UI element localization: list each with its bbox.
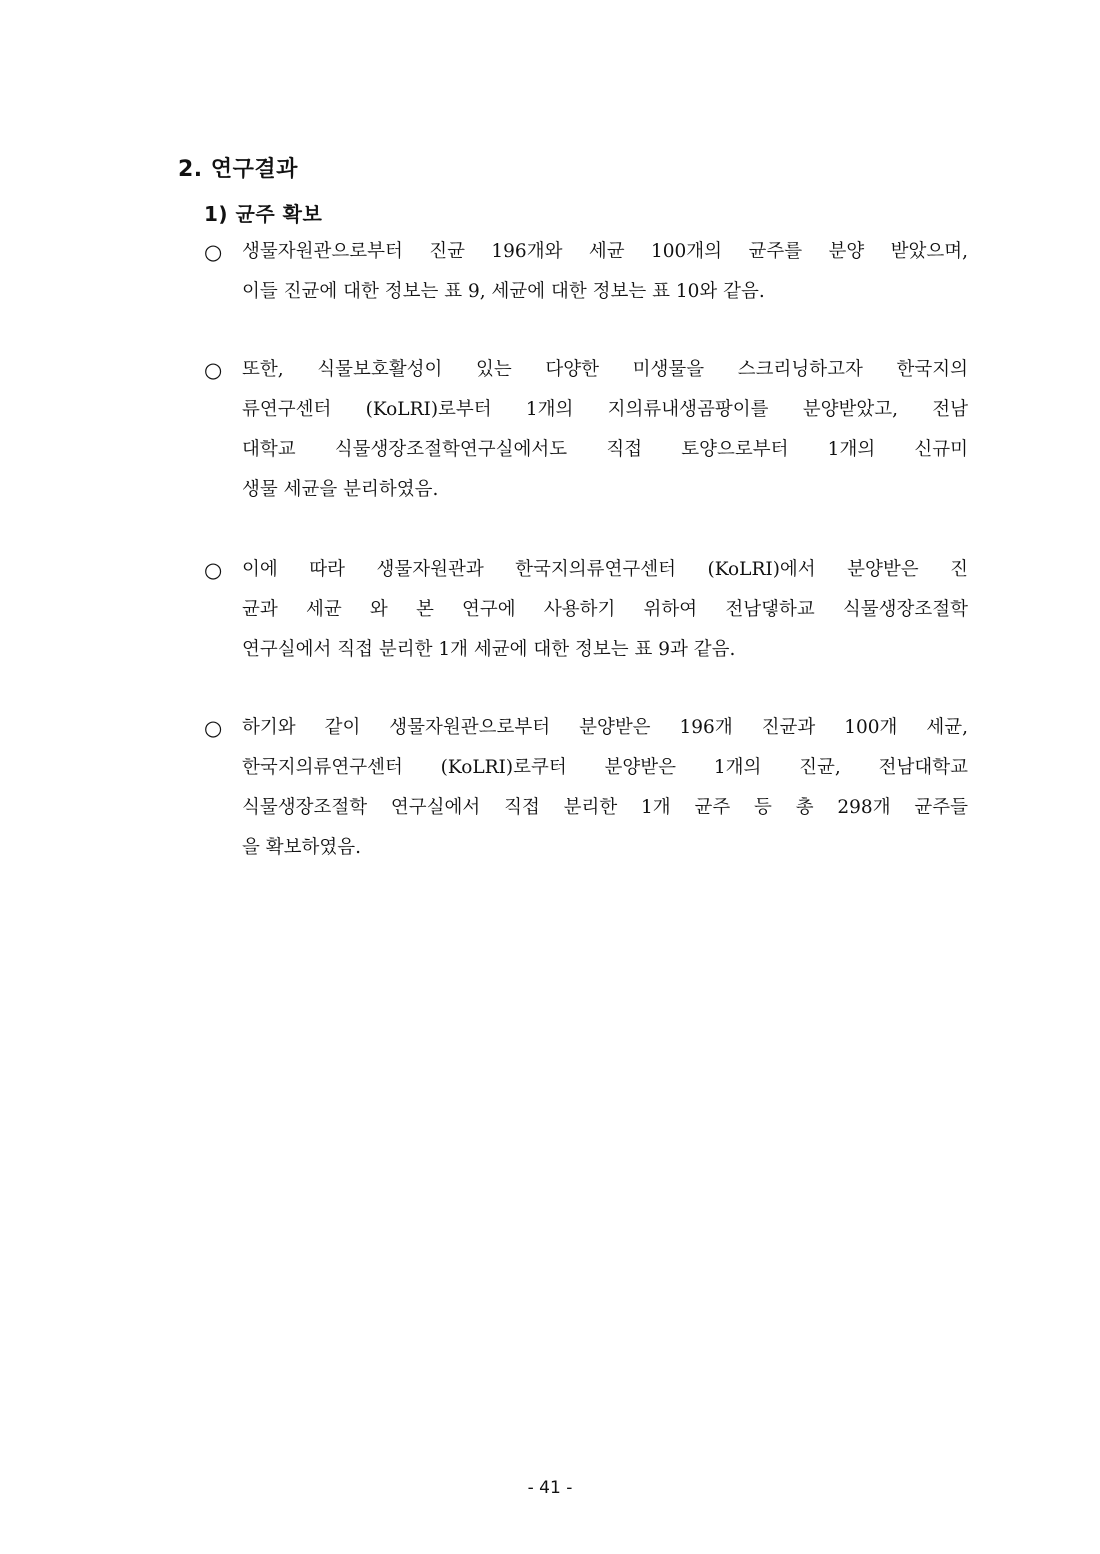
- paragraph-line: 류연구센터 (KoLRI)로부터 1개의 지의류내생곰팡이를 분양받았고, 전남: [242, 399, 968, 420]
- paragraph-line: 하기와 같이 생물자원관으로부터 분양받은 196개 진균과 100개 세균,: [242, 717, 968, 738]
- subsection-title: 1) 균주 확보: [204, 202, 323, 226]
- paragraph-line: 연구실에서 직접 분리한 1개 세균에 대한 정보는 표 9과 같음.: [242, 639, 736, 660]
- paragraph-4: [204, 708, 968, 868]
- paragraph-2: [204, 350, 968, 510]
- section-title: 2. 연구결과: [178, 157, 298, 182]
- paragraph-3: [204, 550, 968, 670]
- paragraph-line: 식물생장조절학 연구실에서 직접 분리한 1개 균주 등 총 298개 균주들: [242, 797, 968, 818]
- paragraph-line: 대학교 식물생장조절학연구실에서도 직접 토양으로부터 1개의 신규미: [242, 439, 968, 460]
- paragraph-line: 이에 따라 생물자원관과 한국지의류연구센터 (KoLRI)에서 분양받은 진: [242, 559, 968, 580]
- circle-bullet-icon: ○: [204, 358, 223, 382]
- paragraph-line: 또한, 식물보호활성이 있는 다양한 미생물을 스크리닝하고자 한국지의: [242, 359, 968, 380]
- paragraph-line: 생물 세균을 분리하였음.: [242, 479, 439, 500]
- circle-bullet-icon: ○: [204, 558, 223, 582]
- paragraph-line: 이들 진균에 대한 정보는 표 9, 세균에 대한 정보는 표 10와 같음.: [242, 281, 765, 302]
- paragraph-line: 균과 세균 와 본 연구에 사용하기 위하여 전남댛하교 식물생장조절학: [242, 599, 968, 620]
- paragraph-1: [204, 232, 968, 312]
- paragraph-line: 한국지의류연구센터 (KoLRI)로쿠터 분양받은 1개의 진균, 전남대학교: [242, 757, 968, 778]
- page-number: - 41 -: [527, 1478, 573, 1498]
- circle-bullet-icon: ○: [204, 716, 223, 740]
- circle-bullet-icon: ○: [204, 240, 223, 264]
- paragraph-line: 생물자원관으로부터 진균 196개와 세균 100개의 균주를 분양 받았으며,: [242, 241, 968, 262]
- paragraph-line: 을 확보하였음.: [242, 837, 361, 858]
